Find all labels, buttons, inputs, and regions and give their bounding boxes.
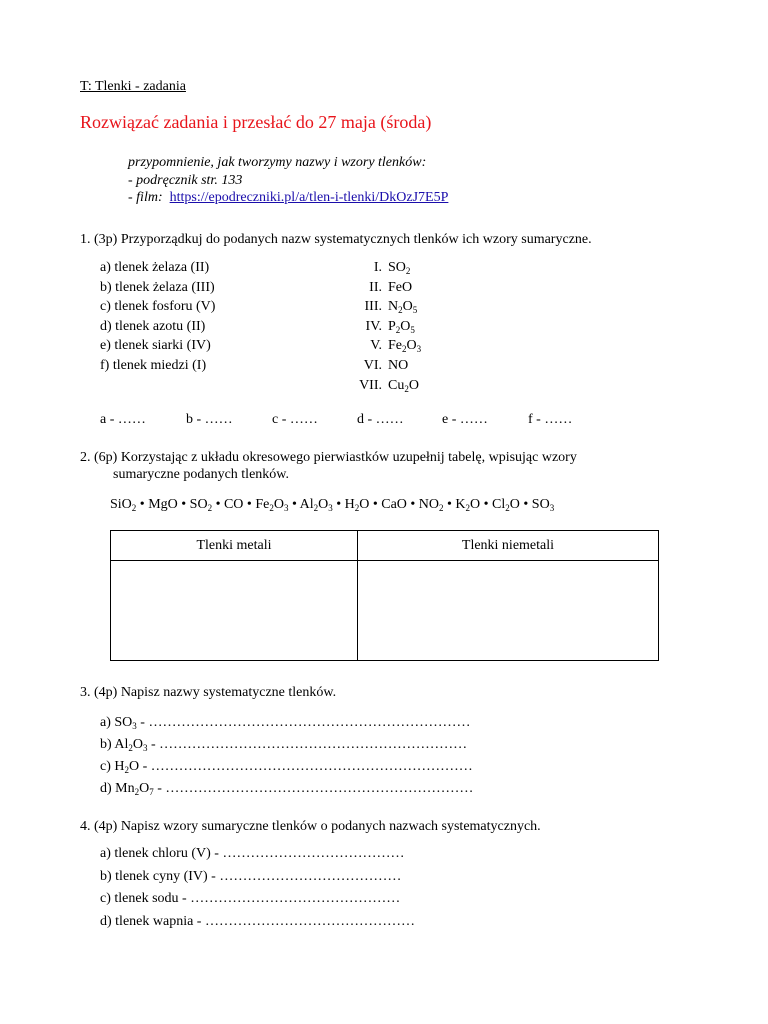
reminder-line-1: przypomnienie, jak tworzymy nazwy i wzory tlenków: <box>128 155 427 170</box>
nonmetal-oxides-cell[interactable] <box>357 561 658 661</box>
oxide-formula-item: VI. NO <box>363 358 409 373</box>
task4-item: b) tlenek cyny (IV) - ………………………………… <box>100 868 402 884</box>
task3-item: c) $H_2O$ - …………………………………………………………… <box>100 759 473 775</box>
answer-slot: c - …… <box>272 412 318 427</box>
oxide-name-item: a) tlenek żelaza (II) <box>100 260 210 275</box>
task3-item: a) $SO_3$ - …………………………………………………………… <box>100 715 471 731</box>
oxide-classification-table <box>110 530 659 661</box>
task2-title-line-1: 2. (6p) Korzystając z układu okresowego pierwiastków uzupełnij tabelę, wpisując wzory <box>80 450 577 465</box>
oxide-formula-item: III. $N_2O_5$ <box>364 299 418 316</box>
task4-item: c) tlenek sodu - ……………………………………… <box>100 891 401 906</box>
oxide-name-item: e) tlenek siarki (IV) <box>100 338 211 354</box>
column-header-nonmetal-oxides: Tlenki niemetali <box>357 531 658 561</box>
task4-title: 4. (4p) Napisz wzory sumaryczne tlenków o podanych nazwach systematycznych. <box>80 819 541 834</box>
task1-title: 1. (3p) Przyporządkuj do podanych nazw systematycznych tlenków ich wzory sumaryczne. <box>80 232 592 247</box>
oxide-name-item: d) tlenek azotu (II) <box>100 318 206 334</box>
oxide-name-item: c) tlenek fosforu (V) <box>100 299 216 315</box>
oxide-formula-item: IV. $P_2O_5$ <box>365 318 415 335</box>
answer-slot: b - …… <box>186 412 233 427</box>
answer-slot: f - …… <box>528 412 573 427</box>
answer-slot: a - …… <box>100 412 146 427</box>
task3-item: d) $Mn_2O_7$ - ………………………………………………………… <box>100 781 474 797</box>
answer-slot: d - …… <box>357 412 404 427</box>
task4-item: d) tlenek wapnia - ……………………………………… <box>100 913 415 929</box>
film-link[interactable]: https://epodreczniki.pl/a/tlen-i-tlenki/DkOzJ7E5P <box>169 190 449 205</box>
oxide-formula-item: II. FeO <box>369 279 413 295</box>
oxide-formula-item: V. $Fe_2O_3$ <box>370 338 422 355</box>
answer-slot: e - …… <box>442 412 488 427</box>
topic-heading: T: Tlenki - zadania <box>80 79 186 94</box>
oxide-name-item: f) tlenek miedzi (I) <box>100 358 207 373</box>
reminder-line-3 <box>128 189 448 207</box>
reminder-line-2: - podręcznik str. 133 <box>128 173 243 188</box>
oxide-formula-item: VII. $Cu_2O$ <box>359 377 419 394</box>
column-header-metal-oxides: Tlenki metali <box>111 531 358 561</box>
instruction-deadline: Rozwiązać zadania i przesłać do 27 maja (środa) <box>80 112 432 132</box>
task2-formula-list: SiO$_2$ • MgO • $SO_2$ • CO • $Fe_2O_3$ • $Al_2O_3$ • $H_2O$ • CaO • $NO_2$ • $K_2O$ • $Cl_2O$ • $SO_3$ <box>110 497 555 513</box>
task3-item: b) $Al_2O_3$ - ………………………………………………………… <box>100 737 468 753</box>
task2-title-line-2: sumaryczne podanych tlenków. <box>113 467 289 482</box>
task4-item: a) tlenek chloru (V) - ………………………………… <box>100 846 405 861</box>
oxide-formula-item: I. $SO_2$ <box>373 260 411 276</box>
task3-title: 3. (4p) Napisz nazwy systematyczne tlenków. <box>80 685 337 700</box>
metal-oxides-cell[interactable] <box>111 561 358 661</box>
oxide-name-item: b) tlenek żelaza (III) <box>100 279 215 295</box>
film-label: - film: <box>128 190 163 205</box>
